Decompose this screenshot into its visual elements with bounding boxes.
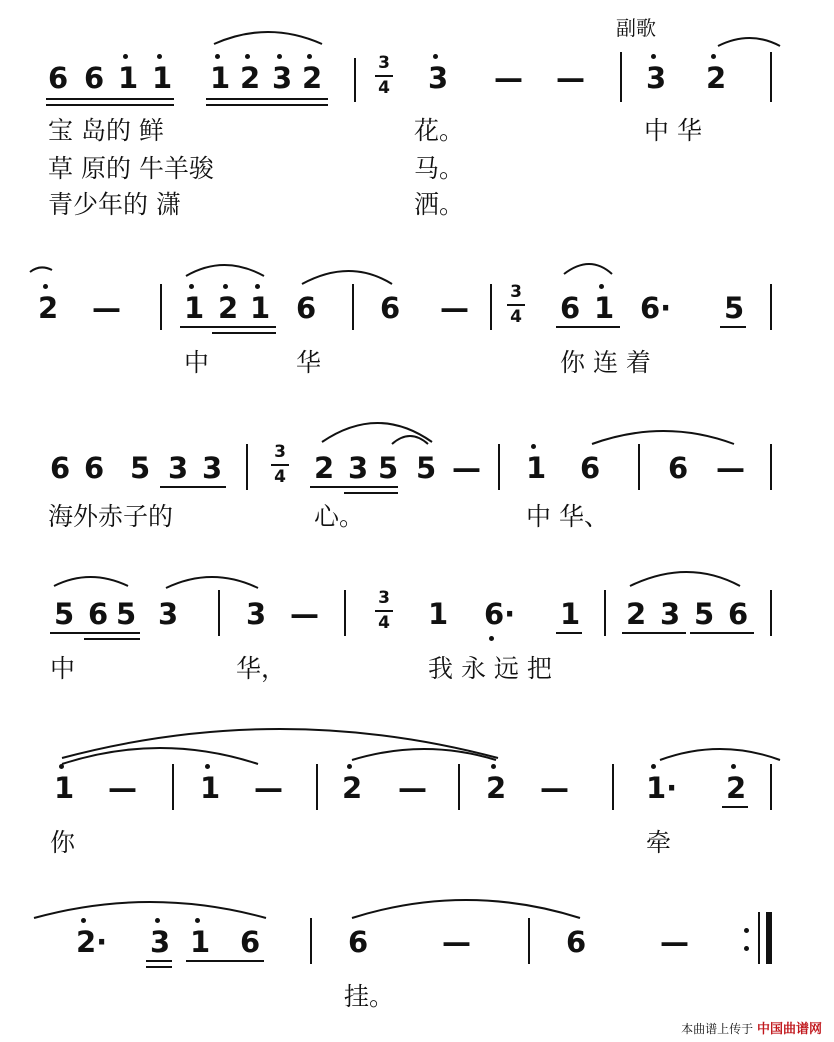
lyric: 海外赤子的 <box>48 502 174 531</box>
note: 3 <box>646 61 667 95</box>
barline <box>344 590 346 636</box>
slur <box>322 423 432 442</box>
high-octave-dot <box>189 284 194 289</box>
lyric: 牵 <box>646 828 672 857</box>
barline <box>770 284 772 330</box>
note: 6 <box>348 925 369 959</box>
note: 1 <box>526 451 547 485</box>
slur <box>718 38 780 46</box>
slur <box>564 264 612 274</box>
note: 3 <box>246 597 267 631</box>
note: 5 <box>378 451 399 485</box>
note: 6 <box>296 291 317 325</box>
lyric: 中 华、 <box>526 502 609 531</box>
barline <box>310 918 312 964</box>
note: 2 <box>240 61 261 95</box>
barline <box>246 444 248 490</box>
lyric: 草 原的 牛羊骏 <box>48 154 214 183</box>
note: 6 <box>560 291 581 325</box>
note: 1 <box>118 61 139 95</box>
underline <box>180 326 276 328</box>
lyric: 我 永 远 把 <box>428 654 552 683</box>
note: 3 <box>158 597 179 631</box>
underline <box>556 632 582 634</box>
underline <box>84 638 140 640</box>
high-octave-dot <box>155 918 160 923</box>
dash: — <box>290 597 319 631</box>
underline <box>46 98 174 100</box>
underline <box>690 632 754 634</box>
dash: — <box>540 771 569 805</box>
note: 6 <box>580 451 601 485</box>
underline <box>622 632 686 634</box>
note: 2 <box>218 291 239 325</box>
note: 1 <box>594 291 615 325</box>
underline <box>206 104 328 106</box>
slur <box>630 572 740 586</box>
note: 2 <box>342 771 363 805</box>
barline <box>352 284 354 330</box>
barline <box>218 590 220 636</box>
high-octave-dot <box>205 764 210 769</box>
section-label-chorus: 副歌 <box>616 16 656 40</box>
slur <box>352 749 496 760</box>
slur <box>54 577 128 586</box>
time-sig-bottom: 4 <box>510 307 522 327</box>
barline <box>770 444 772 490</box>
note: 1 <box>184 291 205 325</box>
high-octave-dot <box>307 54 312 59</box>
underline <box>212 332 276 334</box>
underline <box>50 632 140 634</box>
note: 5 <box>724 291 745 325</box>
note: 6 <box>380 291 401 325</box>
note: 6 <box>84 451 105 485</box>
slur <box>62 729 498 758</box>
barline <box>498 444 500 490</box>
high-octave-dot <box>433 54 438 59</box>
time-sig-top: 3 <box>510 282 522 302</box>
note: 5 <box>130 451 151 485</box>
lyric: 你 连 着 <box>560 348 651 377</box>
note: 3 <box>660 597 681 631</box>
lyric: 心。 <box>314 502 365 531</box>
high-octave-dot <box>347 764 352 769</box>
note: 2· <box>76 925 108 959</box>
lyric: 中 华 <box>644 116 702 145</box>
note: 2 <box>726 771 747 805</box>
note: 2 <box>302 61 323 95</box>
underline <box>206 98 328 100</box>
high-octave-dot <box>215 54 220 59</box>
note: 3 <box>348 451 369 485</box>
time-sig-top: 3 <box>378 588 390 608</box>
note: 6 <box>668 451 689 485</box>
time-sig-bottom: 4 <box>274 467 286 487</box>
note: 3 <box>272 61 293 95</box>
dash: — <box>440 291 469 325</box>
note: 6 <box>240 925 261 959</box>
time-sig-line <box>375 610 393 612</box>
high-octave-dot <box>157 54 162 59</box>
underline <box>722 806 748 808</box>
note: 6· <box>640 291 672 325</box>
footer-watermark <box>681 1023 822 1036</box>
dash: — <box>92 291 121 325</box>
lyric: 青少年的 潇 <box>48 190 181 219</box>
underline <box>344 492 398 494</box>
high-octave-dot <box>711 54 716 59</box>
repeat-dot <box>744 946 749 951</box>
slur <box>392 436 428 444</box>
note: 6 <box>566 925 587 959</box>
slur <box>352 900 580 918</box>
lyric: 马。 <box>414 154 465 183</box>
slur <box>186 265 264 276</box>
note: 1 <box>210 61 231 95</box>
lyric: 宝 岛的 鲜 <box>48 116 164 145</box>
note: 1 <box>152 61 173 95</box>
barline <box>612 764 614 810</box>
repeat-thick-barline <box>766 912 772 964</box>
high-octave-dot <box>599 284 604 289</box>
time-sig-bottom: 4 <box>378 78 390 98</box>
note: 6 <box>84 61 105 95</box>
underline <box>146 960 172 962</box>
high-octave-dot <box>651 54 656 59</box>
barline <box>638 444 640 490</box>
time-sig-bottom: 4 <box>378 613 390 633</box>
note: 1 <box>428 597 449 631</box>
time-sig-top: 3 <box>378 53 390 73</box>
barline <box>172 764 174 810</box>
dash: — <box>494 61 523 95</box>
note: 5 <box>694 597 715 631</box>
note: 5 <box>116 597 137 631</box>
high-octave-dot <box>491 764 496 769</box>
high-octave-dot <box>277 54 282 59</box>
high-octave-dot <box>245 54 250 59</box>
barline <box>770 590 772 636</box>
high-octave-dot <box>223 284 228 289</box>
note: 1 <box>200 771 221 805</box>
note: 1 <box>250 291 271 325</box>
dash: — <box>556 61 585 95</box>
lyric: 中 <box>50 654 76 683</box>
dash: — <box>254 771 283 805</box>
slur <box>214 32 322 44</box>
low-octave-dot <box>489 636 494 641</box>
dash: — <box>442 925 471 959</box>
high-octave-dot <box>731 764 736 769</box>
underline <box>146 966 172 968</box>
slur <box>592 431 734 444</box>
note: 2 <box>38 291 59 325</box>
dash: — <box>108 771 137 805</box>
slur <box>166 577 258 588</box>
barline <box>316 764 318 810</box>
note: 5 <box>416 451 437 485</box>
slur <box>660 749 780 760</box>
underline <box>186 960 264 962</box>
high-octave-dot <box>123 54 128 59</box>
slur <box>302 271 392 284</box>
note: 1 <box>54 771 75 805</box>
note: 1 <box>560 597 581 631</box>
dash: — <box>452 451 481 485</box>
high-octave-dot <box>255 284 260 289</box>
underline <box>160 486 226 488</box>
note: 6 <box>48 61 69 95</box>
dash: — <box>716 451 745 485</box>
time-sig-line <box>271 464 289 466</box>
note: 3 <box>168 451 189 485</box>
high-octave-dot <box>43 284 48 289</box>
barline <box>770 52 772 102</box>
high-octave-dot <box>531 444 536 449</box>
lyric: 中 <box>184 348 210 377</box>
time-sig-line <box>507 304 525 306</box>
note: 2 <box>626 597 647 631</box>
note: 6 <box>50 451 71 485</box>
repeat-dot <box>744 928 749 933</box>
note: 5 <box>54 597 75 631</box>
note: 6 <box>728 597 749 631</box>
barline <box>160 284 162 330</box>
high-octave-dot <box>651 764 656 769</box>
note: 2 <box>486 771 507 805</box>
high-octave-dot <box>195 918 200 923</box>
lyric: 洒。 <box>414 190 465 219</box>
note: 3 <box>150 925 171 959</box>
barline <box>604 590 606 636</box>
barline <box>490 284 492 330</box>
dash: — <box>398 771 427 805</box>
note: 6 <box>88 597 109 631</box>
note: 2 <box>314 451 335 485</box>
slur <box>34 902 266 918</box>
footer-brand-logo: 中国曲谱网 <box>756 1022 822 1037</box>
note: 6· <box>484 597 516 631</box>
high-octave-dot <box>81 918 86 923</box>
lyric: 挂。 <box>344 982 395 1011</box>
lyric: 华 <box>296 348 322 377</box>
time-sig-top: 3 <box>274 442 286 462</box>
underline <box>310 486 398 488</box>
high-octave-dot <box>59 764 64 769</box>
underline <box>46 104 174 106</box>
lyric: 花。 <box>414 116 465 145</box>
note: 1 <box>190 925 211 959</box>
note: 3 <box>202 451 223 485</box>
barline <box>770 764 772 810</box>
note: 1· <box>646 771 678 805</box>
slur <box>30 267 52 272</box>
barline <box>620 52 622 102</box>
time-sig-line <box>375 75 393 77</box>
footer-text: 本曲谱上传于 <box>681 1022 754 1036</box>
barline <box>528 918 530 964</box>
lyric: 华， <box>236 654 287 683</box>
lyric: 你 <box>50 828 76 857</box>
note: 3 <box>428 61 449 95</box>
barline <box>458 764 460 810</box>
dash: — <box>660 925 689 959</box>
note: 2 <box>706 61 727 95</box>
underline <box>556 326 620 328</box>
barline <box>354 58 356 102</box>
underline <box>720 326 746 328</box>
repeat-thin-barline <box>758 912 760 964</box>
